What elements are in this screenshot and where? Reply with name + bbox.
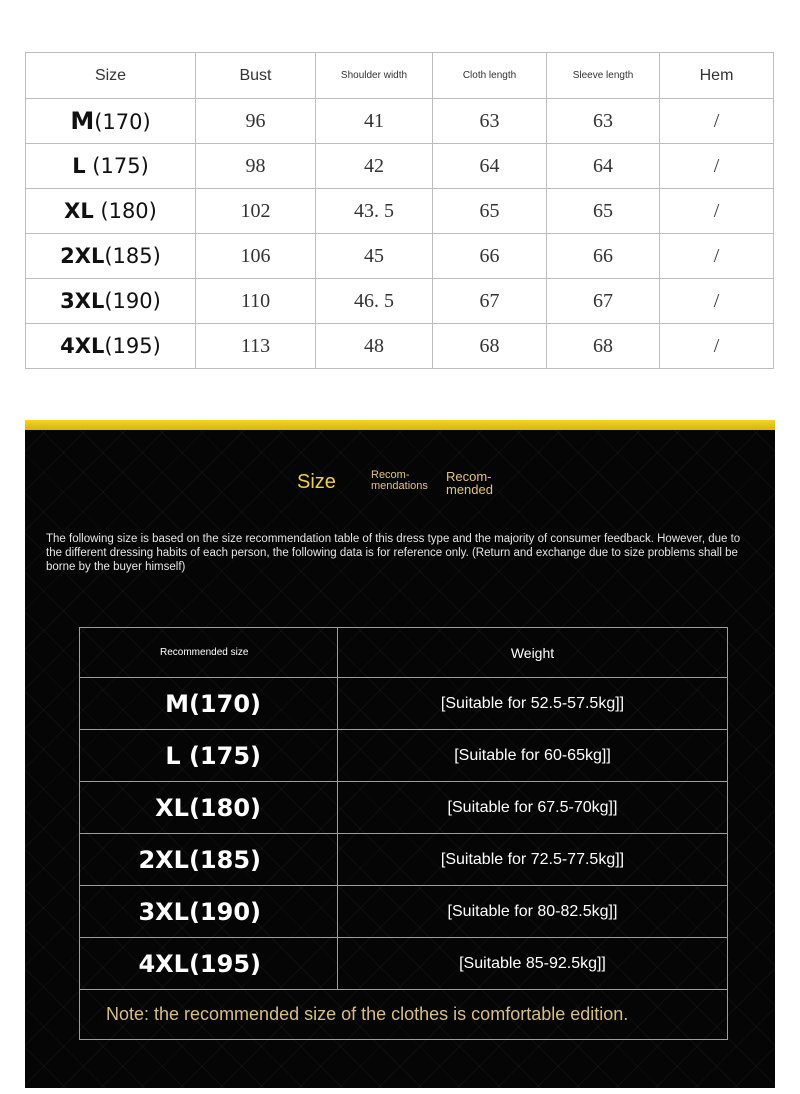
bust-value: 98 [196, 144, 316, 189]
recommended-size-value: 4XL(195) [80, 938, 338, 990]
size-code: 3XL [60, 289, 105, 313]
weight-range: [Suitable for 67.5-70kg]] [338, 782, 728, 834]
table-row [26, 324, 774, 369]
header-shoulder-width: Shoulder width [316, 53, 433, 99]
length-value: 63 [433, 99, 547, 144]
length-value: 67 [433, 279, 547, 324]
size-chart-section [0, 0, 800, 420]
weight-range: [Suitable for 72.5-77.5kg]] [338, 834, 728, 886]
table-row [26, 234, 774, 279]
table-row [80, 834, 728, 886]
sleeve-value: 66 [547, 234, 660, 279]
weight-range: [Suitable for 60-65kg]] [338, 730, 728, 782]
length-value: 64 [433, 144, 547, 189]
hem-value: / [660, 99, 774, 144]
size-label [26, 234, 196, 279]
weight-range: [Suitable for 52.5-57.5kg]] [338, 678, 728, 730]
size-height: (170) [94, 110, 151, 134]
hem-value: / [660, 144, 774, 189]
table-row [26, 279, 774, 324]
size-code: 2XL [60, 244, 105, 268]
size-code: L [72, 154, 86, 178]
hem-value: / [660, 279, 774, 324]
sleeve-value: 67 [547, 279, 660, 324]
table-row [26, 99, 774, 144]
recommended-size-value: XL(180) [80, 782, 338, 834]
length-value: 66 [433, 234, 547, 279]
shoulder-value: 46. 5 [316, 279, 433, 324]
recommendation-table [79, 627, 728, 1040]
bust-value: 113 [196, 324, 316, 369]
shoulder-value: 42 [316, 144, 433, 189]
size-label [26, 99, 196, 144]
hem-value: / [660, 324, 774, 369]
panel-title-recommendations: Recom-mendations [371, 469, 428, 492]
panel-title-recommended: Recom-mended [446, 469, 493, 497]
header-recommended-size: Recommended size [80, 628, 338, 678]
table-row [80, 938, 728, 990]
shoulder-value: 48 [316, 324, 433, 369]
table-row [26, 189, 774, 234]
header-bust: Bust [196, 53, 316, 99]
recommended-size-value: L (175) [80, 730, 338, 782]
shoulder-value: 45 [316, 234, 433, 279]
table-row [80, 730, 728, 782]
bust-value: 106 [196, 234, 316, 279]
size-code: XL [64, 199, 94, 223]
recommended-size-value: M(170) [80, 678, 338, 730]
size-height: (175) [92, 154, 149, 178]
size-label [26, 279, 196, 324]
sleeve-value: 65 [547, 189, 660, 234]
sleeve-value: 68 [547, 324, 660, 369]
sleeve-value: 64 [547, 144, 660, 189]
size-height: (195) [104, 334, 161, 358]
recommendation-header-row [80, 628, 728, 678]
header-sleeve-length: Sleeve length [547, 53, 660, 99]
header-cloth-length: Cloth length [433, 53, 547, 99]
recommended-size-value: 2XL(185) [80, 834, 338, 886]
hem-value: / [660, 189, 774, 234]
bust-value: 102 [196, 189, 316, 234]
bust-value: 96 [196, 99, 316, 144]
size-height: (185) [104, 244, 161, 268]
size-code: 4XL [60, 334, 105, 358]
weight-range: [Suitable 85-92.5kg]] [338, 938, 728, 990]
panel-title-size: Size [297, 471, 336, 493]
hem-value: / [660, 234, 774, 279]
recommendation-panel [25, 430, 775, 1088]
sleeve-value: 63 [547, 99, 660, 144]
recommended-size-value: 3XL(190) [80, 886, 338, 938]
table-row [26, 144, 774, 189]
table-row [80, 782, 728, 834]
comfort-note: Note: the recommended size of the clothes is comfortable edition. [80, 990, 728, 1040]
table-row [80, 678, 728, 730]
header-size: Size [26, 53, 196, 99]
yellow-divider [25, 420, 775, 430]
size-chart-header-row [26, 53, 774, 99]
table-row [80, 886, 728, 938]
shoulder-value: 41 [316, 99, 433, 144]
size-label [26, 324, 196, 369]
header-hem: Hem [660, 53, 774, 99]
size-height: (180) [100, 199, 157, 223]
note-row [80, 990, 728, 1040]
size-label [26, 144, 196, 189]
size-code: M [70, 107, 95, 135]
size-height: (190) [104, 289, 161, 313]
weight-range: [Suitable for 80-82.5kg]] [338, 886, 728, 938]
bust-value: 110 [196, 279, 316, 324]
header-weight: Weight [338, 628, 728, 678]
size-label [26, 189, 196, 234]
shoulder-value: 43. 5 [316, 189, 433, 234]
size-chart-table [25, 52, 774, 369]
intro-paragraph: The following size is based on the size recommendation table of this dress type and the majority of consumer feedback. However, due to the different dressing habits of each person, the following data is for reference only. (Return and exchange due to size problems shall be borne by the buyer himself) [46, 533, 741, 573]
length-value: 65 [433, 189, 547, 234]
length-value: 68 [433, 324, 547, 369]
